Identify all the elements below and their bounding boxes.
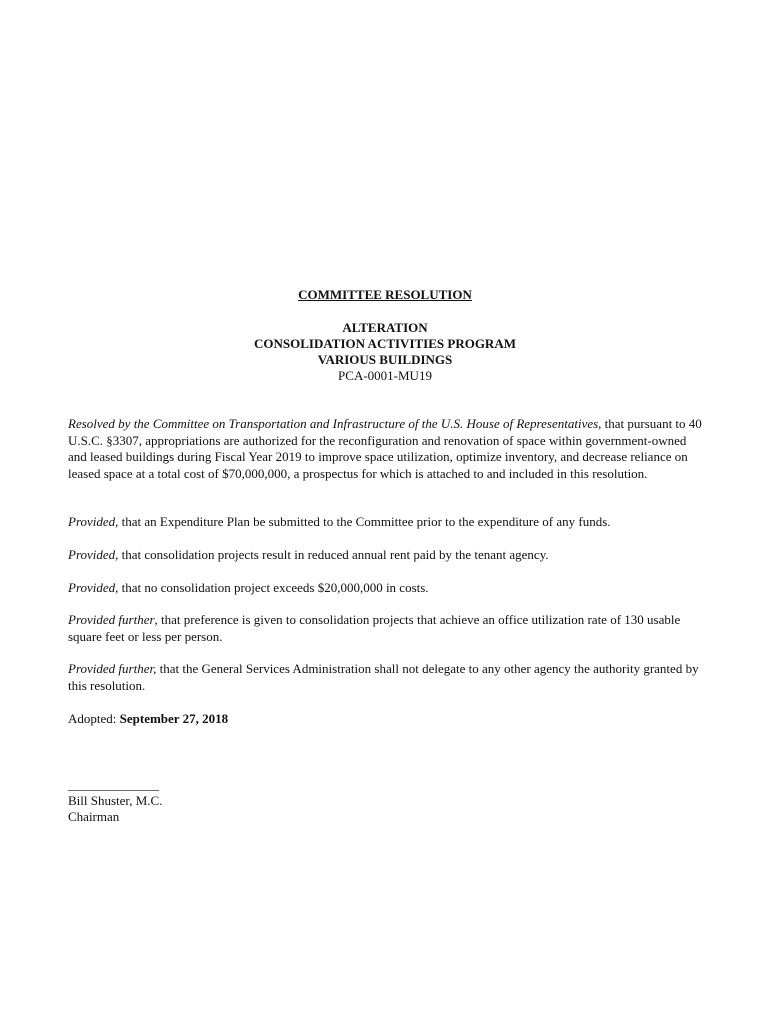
adopted-date: September 27, 2018 [119,711,229,726]
adopted-line [68,711,708,728]
proviso-paragraph [68,612,708,645]
signature-line: ______________ [68,777,159,792]
proviso-lead: Provided further, [68,661,157,676]
resolved-lead: Resolved by the Committee on Transportation and Infrastructure of the U.S. House of Representatives [68,416,599,431]
proviso-lead: Provided, [68,514,119,529]
heading-line-buildings: VARIOUS BUILDINGS [317,352,453,367]
resolution-heading [0,320,770,384]
signatory-name: Bill Shuster, M.C. [68,793,163,808]
proviso-lead: Provided, [68,547,119,562]
resolved-paragraph [68,416,708,482]
proviso-paragraph [68,580,708,597]
proviso-text: that the General Services Administration shall not delegate to any other agency the authority granted by this resolution. [68,661,699,693]
proviso-lead: Provided, [68,580,119,595]
document-title: COMMITTEE RESOLUTION [298,287,472,302]
adopted-label: Adopted: [68,711,120,726]
proviso-text: that no consolidation project exceeds $20,000,000 in costs. [118,580,429,595]
resolved-text: , that pursuant to 40 U.S.C. §3307, appropriations are authorized for the reconfiguration and renovation of space within government-owned and leased buildings during Fiscal Year 2019 to improve space utilization, optimize inventory, and decrease reliance on leased space at a total cost of $70,000,000, a prospectus for which is attached to and included in this resolution. [68,416,702,481]
heading-line-alteration: ALTERATION [342,320,428,335]
heading-line-program: CONSOLIDATION ACTIVITIES PROGRAM [254,336,516,351]
heading-line-project-number: PCA-0001-MU19 [338,368,432,383]
signatory-title: Chairman [68,809,120,824]
proviso-text: that consolidation projects result in reduced annual rent paid by the tenant agency. [118,547,549,562]
proviso-text: , that preference is given to consolidation projects that achieve an office utilization rate of 130 usable square feet or less per person. [68,612,681,644]
proviso-paragraph [68,661,708,694]
proviso-paragraph [68,547,708,564]
proviso-lead: Provided further [68,612,155,627]
proviso-text: that an Expenditure Plan be submitted to the Committee prior to the expenditure of any funds. [118,514,611,529]
proviso-paragraph [68,514,708,531]
